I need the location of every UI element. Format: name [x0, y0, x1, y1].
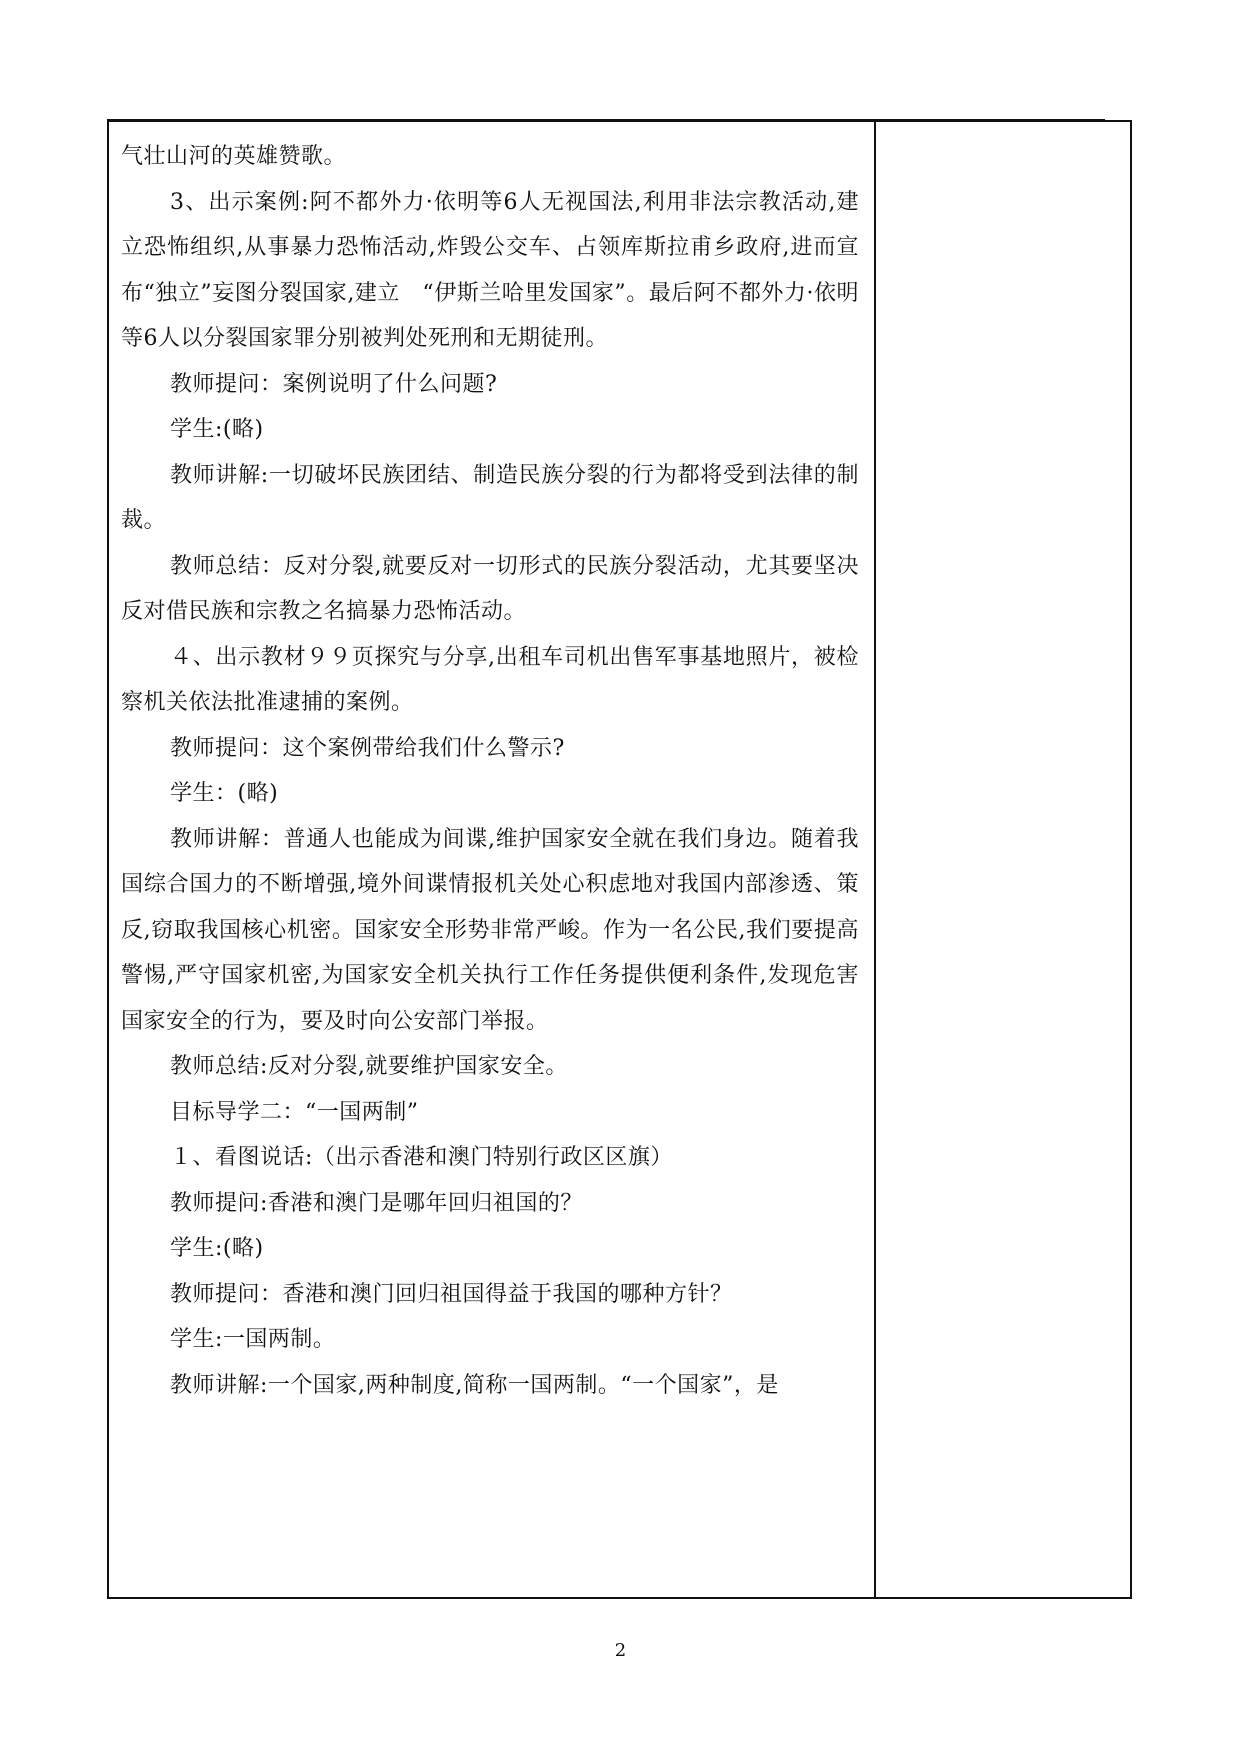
lesson-plan-table [107, 120, 1132, 1599]
paragraph: 教师总结:反对分裂,就要维护国家安全。 [170, 1054, 568, 1079]
paragraph: 教师提问：香港和澳门回归祖国得益于我国的哪种方针？ [170, 1281, 733, 1307]
paragraph: 教师讲解:一个国家,两种制度,简称一国两制。“一个国家”，是 [170, 1372, 779, 1398]
paragraph: １、看图说话:（出示香港和澳门特别行政区区旗） [170, 1145, 673, 1170]
paragraph: 学生:(略) [170, 1236, 264, 1261]
paragraph: 3、出示案例:阿不都外力·依明等6人无视国法,利用非法宗教活动,建立恐怖组织,从事暴力恐怖活动,炸毁公交车、占领库斯拉甫乡政府,进而宣布“独立”妄图分裂国家,建立 “伊斯兰哈里发国家”。最后阿不都外力·依明等6人以分裂国家罪分别被判处死刑和无期徒刑。 [121, 189, 859, 351]
paragraph: 教师讲解：普通人也能成为间谍,维护国家安全就在我们身边。随着我国综合国力的不断增强,境外间谍情报机关处心积虑地对我国内部渗透、策反,窃取我国核心机密。国家安全形势非常严峻。作为一名公民,我们要提高警惕,严守国家机密,为国家安全机关执行工作任务提供便利条件,发现危害国家安全的行为，要及时向公安部门举报。 [121, 826, 859, 1034]
paragraph: 目标导学二：“一国两制” [170, 1099, 419, 1125]
paragraph: 教师提问:香港和澳门是哪年回归祖国的？ [170, 1190, 583, 1216]
paragraph: 学生：(略) [170, 781, 279, 806]
paragraph: 教师讲解:一切破坏民族团结、制造民族分裂的行为都将受到法律的制裁。 [121, 462, 859, 533]
paragraph: 教师总结：反对分裂,就要反对一切形式的民族分裂活动，尤其要坚决反对借民族和宗教之名搞暴力恐怖活动。 [121, 553, 859, 624]
paragraph: 教师提问：案例说明了什么问题? [170, 371, 498, 397]
lesson-content-column [121, 134, 859, 1408]
notes-column [876, 122, 1130, 1597]
paragraph: 学生:(略) [170, 417, 264, 442]
paragraph: 学生:一国两制。 [170, 1327, 336, 1352]
paragraph: ４、出示教材９９页探究与分享,出租车司机出售军事基地照片，被检察机关依法批准逮捕的案例。 [121, 644, 859, 715]
paragraph: 教师提问：这个案例带给我们什么警示? [170, 735, 565, 761]
page-number: 2 [614, 1640, 627, 1661]
paragraph: 气壮山河的英雄赞歌。 [121, 144, 347, 169]
